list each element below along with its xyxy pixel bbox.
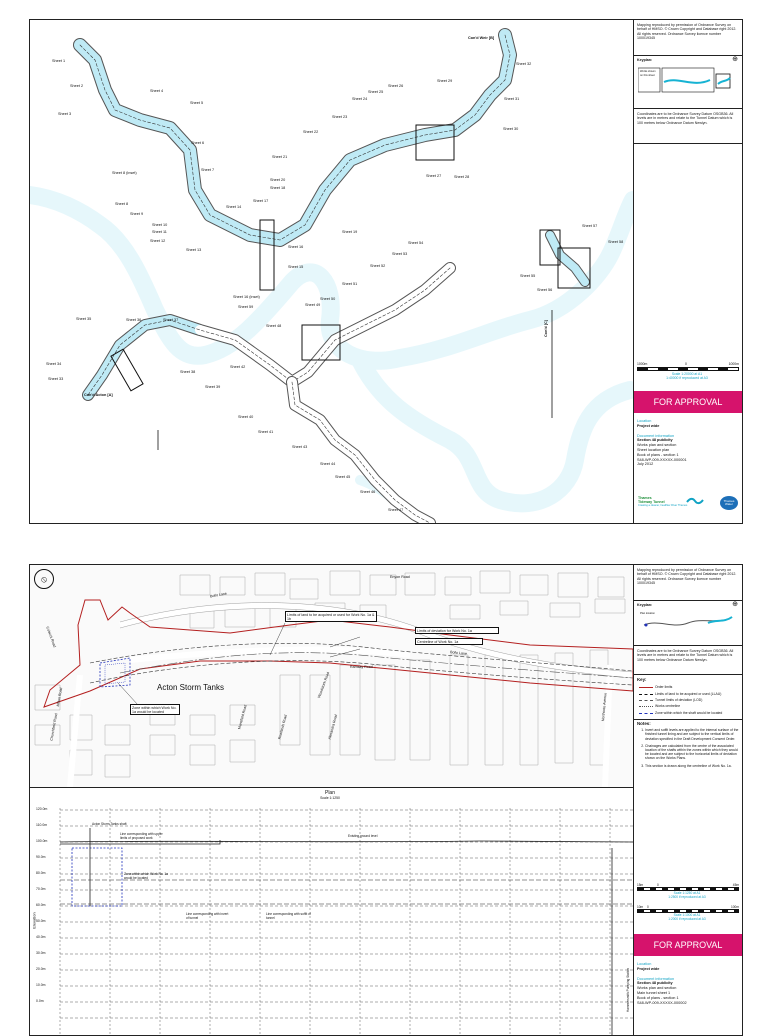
- sheet-label: Sheet 43: [292, 445, 308, 449]
- sheet-label: Sheet 17: [253, 199, 269, 203]
- sheet-label: Sheet 1: [52, 59, 66, 63]
- road-label: Churchfield Road: [49, 712, 59, 742]
- scale-note: 1:2500 if reproduced at A3: [668, 895, 706, 899]
- sheet-label: Sheet 23: [332, 115, 348, 119]
- sheet-label: Sheet 40: [238, 415, 254, 419]
- sheet-label: Sheet 27: [426, 174, 442, 178]
- doc-line: Book of plans - section 1: [637, 452, 679, 457]
- section-label: Existing ground level: [348, 834, 378, 838]
- sheet-label: Sheet 6: [191, 141, 205, 145]
- north-arrow-icon: ⊕: [732, 56, 738, 63]
- notes: [634, 722, 742, 768]
- doc-line: S48-WP-009-XXXXX-000001: [637, 457, 687, 462]
- location-label: Location: [637, 419, 652, 423]
- keyplan-label: Keyplan:: [637, 603, 653, 607]
- scale-left: 1000m: [637, 362, 648, 366]
- sheet-label: Sheet 29: [437, 79, 453, 83]
- tick-label: 60.0m: [36, 903, 46, 907]
- doc-line: Sheet location plan: [637, 447, 670, 452]
- scale-note: 1:2000 if reproduced at A3: [668, 917, 706, 921]
- scale-mid: 0: [685, 362, 687, 366]
- coordinate-note: Coordinates are to be Ordnance Survey Datum OSGB36. All levels are in metres and relate to the Tunnel Datum which is 100 metres below Ordnance Datum Newlyn.: [634, 646, 742, 675]
- sheet-label: Sheet 31: [504, 97, 520, 101]
- sheet-label: Sheet 47: [388, 508, 404, 512]
- sheet-label: Sheet 42: [230, 365, 246, 369]
- scale-right: 45m: [732, 883, 739, 887]
- key-item: Works centreline: [637, 703, 739, 709]
- tick-label: 20.0m: [36, 967, 46, 971]
- sheet-label: Sheet 18: [270, 186, 286, 190]
- site-title: Acton Storm Tanks: [157, 683, 224, 692]
- key-item: Zone within which the shaft would be located: [637, 710, 739, 716]
- sheet-label: Sheet 3: [58, 112, 72, 116]
- location-value: Project wide: [637, 423, 660, 428]
- scale-note: 1:40000 if reproduced at A3: [666, 376, 708, 380]
- doc-line: S48-WP-009-XXXXX-000002: [637, 1000, 687, 1005]
- sheet-label: Sheet 33: [48, 377, 64, 381]
- sheet-label: Sheet 55: [520, 274, 536, 278]
- doc-line: Main tunnel sheet 1: [637, 990, 671, 995]
- road-label: Colwick Road: [45, 625, 57, 649]
- sheet-label: Sheet 32: [516, 62, 532, 66]
- keyplan-note: Works shown on this sheet: [640, 70, 656, 78]
- sheet-label: Sheet 7: [201, 168, 215, 172]
- sheet-label: Sheet 2: [70, 84, 84, 88]
- scale-right: 100m: [731, 905, 739, 909]
- sheet-label: Sheet 49: [305, 303, 321, 307]
- continuation-label: Con'd Weir [B]: [468, 36, 495, 40]
- sheet-label: Sheet 30: [503, 127, 519, 131]
- sheet-label: Sheet 54: [408, 241, 424, 245]
- sheet-label: Sheet 41: [258, 430, 274, 434]
- section-labels: [30, 788, 633, 1036]
- elevation-label: Elevation: [31, 912, 37, 929]
- sheet-label: Sheet 8 (inset): [112, 171, 137, 175]
- doc-line: Works plan and section: [637, 986, 677, 991]
- section-label: Acton Storm Tanks shaft: [92, 822, 127, 826]
- sheet-label: Sheet 34: [46, 362, 62, 366]
- sheet-label: Sheet 37: [163, 318, 179, 322]
- scale-left: 15m: [637, 883, 644, 887]
- sheet-label: Sheet 52: [370, 264, 386, 268]
- sheet-label: Sheet 11: [152, 230, 167, 234]
- sheet-label: Sheet 5: [190, 101, 204, 105]
- sheet-label: Sheet 45: [335, 475, 351, 479]
- scale-note: Scale 1:1000 at A1: [673, 913, 701, 917]
- sheet-label: Sheet 13: [186, 248, 202, 252]
- copyright-note: Mapping reproduced by permission of Ordnance Survey on behalf of HMSO. © Crown Copyright and Database right 2012. All rights reserved. Ordnance Survey licence number 100019345: [634, 565, 742, 601]
- keyplan: [634, 601, 742, 646]
- sheet-labels: [30, 20, 633, 523]
- notes-title: Notes:: [637, 720, 651, 726]
- tick-label: 0.0m: [36, 999, 44, 1003]
- sheet-label: Sheet 58: [608, 240, 624, 244]
- sheet-label: Sheet 8: [115, 202, 129, 206]
- tick-label: 10.0m: [36, 983, 46, 987]
- tick-label: 90.0m: [36, 855, 46, 859]
- key-item: Tunnel limits of deviation (LOD): [637, 697, 739, 703]
- road-label: Woodstock Road: [317, 671, 331, 699]
- note-item: 2. Chainages are calculated from the centre of the associated location of the shafts within the zones within which they would be located and are subject to the horizontal limits of deviation shown on the Works Plans.: [645, 744, 739, 761]
- tick-label: 100.0m: [36, 839, 48, 843]
- doc-line: July 2012: [637, 462, 654, 467]
- title-block: [633, 565, 742, 1035]
- sheet-label: Sheet 36: [126, 318, 142, 322]
- continuation-label: Con'd [C]: [544, 320, 548, 337]
- section-label: Zone within which Work No. 1a would be located: [124, 872, 168, 880]
- keyplan-note: Plan location: [640, 612, 655, 615]
- approval-banner: FOR APPROVAL: [634, 391, 742, 413]
- section-label: Line corresponding with upper limits of proposed work: [120, 832, 163, 840]
- approval-banner: FOR APPROVAL: [634, 934, 742, 956]
- document-info: [637, 419, 739, 467]
- sheet-label: Sheet 14: [226, 205, 242, 209]
- tick-label: 70.0m: [36, 887, 46, 891]
- title-block: [633, 20, 742, 523]
- sheet-label: Sheet 28: [454, 175, 470, 179]
- sheet-label: Sheet 10: [152, 223, 168, 227]
- callout-box: Limits of land to be acquired or used for Work No. 1a & 1b: [285, 611, 377, 622]
- sheet-label: Sheet 53: [392, 252, 408, 256]
- tick-label: 120.0m: [36, 807, 48, 811]
- docinfo-title: Section 48 publicity: [637, 981, 673, 986]
- road-label: Northcote Avenue: [601, 692, 608, 722]
- section-label: Hammersmith Pumping Station: [626, 967, 631, 1013]
- sheet-label: Sheet 46: [360, 490, 376, 494]
- north-arrow-icon: ⦸: [34, 569, 54, 589]
- scale-mid: 0: [657, 883, 659, 887]
- tick-label: 80.0m: [36, 871, 46, 875]
- key-item: Limits of land to be acquired or used (LLAU): [637, 691, 739, 697]
- road-label: Bollo Lane: [209, 591, 228, 599]
- road-label: Rowlands Road: [277, 714, 288, 740]
- key-legend: [634, 675, 742, 720]
- tick-label: 40.0m: [36, 935, 46, 939]
- road-label: Mansfield Road: [237, 704, 248, 730]
- location-value: Project wide: [637, 966, 660, 971]
- scale-right: 1000m: [728, 362, 739, 366]
- key-item: Order limits: [637, 684, 739, 690]
- main-tunnel-sheet: [29, 564, 743, 1036]
- plan-scale: Scale 1:1250: [320, 796, 340, 800]
- sheet-label: Sheet 35: [76, 317, 92, 321]
- north-arrow-icon: ⊕: [732, 601, 738, 608]
- callout-box: Centreline of Work No. 1a: [415, 638, 483, 645]
- road-label: Milton Road: [55, 687, 64, 707]
- sheet-location-plan: [29, 19, 743, 524]
- wave-icon: [686, 496, 704, 506]
- road-label: Bollo Lane: [449, 650, 468, 656]
- sheet-label: Sheet 59: [238, 305, 254, 309]
- road-label: Enyon Road: [390, 575, 410, 579]
- document-info: [637, 962, 739, 1005]
- sheet-label: Sheet 39: [205, 385, 221, 389]
- docinfo-title: Section 48 publicity: [637, 438, 673, 443]
- sheet-label: Sheet 20: [270, 178, 286, 182]
- sheet-label: Sheet 48: [266, 324, 282, 328]
- sheet-label: Sheet 57: [582, 224, 598, 228]
- sheet-label: Sheet 9: [130, 212, 144, 216]
- road-label: Alexandra Road: [327, 714, 339, 740]
- keyplan: [634, 56, 742, 109]
- tick-label: 110.0m: [36, 823, 48, 827]
- tick-label: 50.0m: [36, 919, 46, 923]
- note-item: 3. This section is drawn along the centreline of Work No. 1a.: [645, 764, 739, 768]
- scale-note: Scale 1:1250 at A1: [673, 891, 701, 895]
- sheet-label: Sheet 51: [342, 282, 358, 286]
- docinfo-label: Document information: [637, 976, 675, 981]
- section-label: Line corresponding with soffit of tunnel: [266, 912, 311, 920]
- thames-water-logo: Thames Water: [720, 496, 738, 510]
- docinfo-label: Document information: [637, 433, 675, 438]
- plan-title: Plan: [324, 790, 335, 796]
- note-item: 1. Invert and soffit levels are applied to the internal surface of the finished tunnel lining and are subject to the vertical limits of deviation specified in the Draft Development Consent Order.: [645, 728, 739, 741]
- doc-line: Book of plans - section 1: [637, 995, 679, 1000]
- sheet-label: Sheet 25: [368, 90, 384, 94]
- scale-left: 10m: [637, 905, 644, 909]
- sheet-label: Sheet 16: [288, 245, 304, 249]
- sheet-label: Sheet 15: [288, 265, 304, 269]
- sheet-label: Sheet 38: [180, 370, 196, 374]
- scale-note: Scale 1:20000 at A1: [671, 372, 703, 376]
- copyright-note: Mapping reproduced by permission of Ordnance Survey on behalf of HMSO. © Crown Copyright and Database right 2012. All rights reserved. Ordnance Survey licence number 100019345: [634, 20, 742, 56]
- doc-line: Works plan and section: [637, 443, 677, 448]
- sheet-label: Sheet 21: [272, 155, 288, 159]
- sheet-label: Sheet 4: [150, 89, 164, 93]
- coordinate-note: Coordinates are to be Ordnance Survey Datum OSGB36. All levels are in metres and relate to the Tunnel Datum which is 100 metres below Ordnance Datum Newlyn.: [634, 109, 742, 144]
- sheet-label: Sheet 19: [342, 230, 358, 234]
- keyplan-label: Keyplan:: [637, 58, 653, 62]
- road-label: Ramsay Road: [350, 665, 373, 669]
- sheet-label: Sheet 16 (inset): [233, 295, 260, 299]
- section-area: [30, 787, 633, 1036]
- sheet-label: Sheet 44: [320, 462, 336, 466]
- plan-labels: [30, 565, 633, 787]
- callout-box: Limits of deviation for Work No. 1a: [415, 627, 499, 634]
- sheet-label: Sheet 50: [320, 297, 336, 301]
- sheet-label: Sheet 12: [150, 239, 166, 243]
- tick-label: 30.0m: [36, 951, 46, 955]
- sheet-label: Sheet 22: [303, 130, 319, 134]
- section-label: Line corresponding with invert of tunnel: [186, 912, 229, 920]
- continuation-label: Con'd Acton [A]: [84, 393, 113, 397]
- thames-tideway-logo: Thames Tideway Tunnel Creating a cleaner, healthier River Thames: [638, 496, 688, 507]
- location-label: Location: [637, 962, 652, 966]
- key-title: Key:: [637, 677, 647, 682]
- sheet-label: Sheet 56: [537, 288, 553, 292]
- callout-box: Zone within which Work No. 1a would be located: [130, 704, 180, 715]
- sheet-label: Sheet 24: [352, 97, 368, 101]
- sheet-label: Sheet 26: [388, 84, 404, 88]
- scale-mid: 0: [647, 905, 649, 909]
